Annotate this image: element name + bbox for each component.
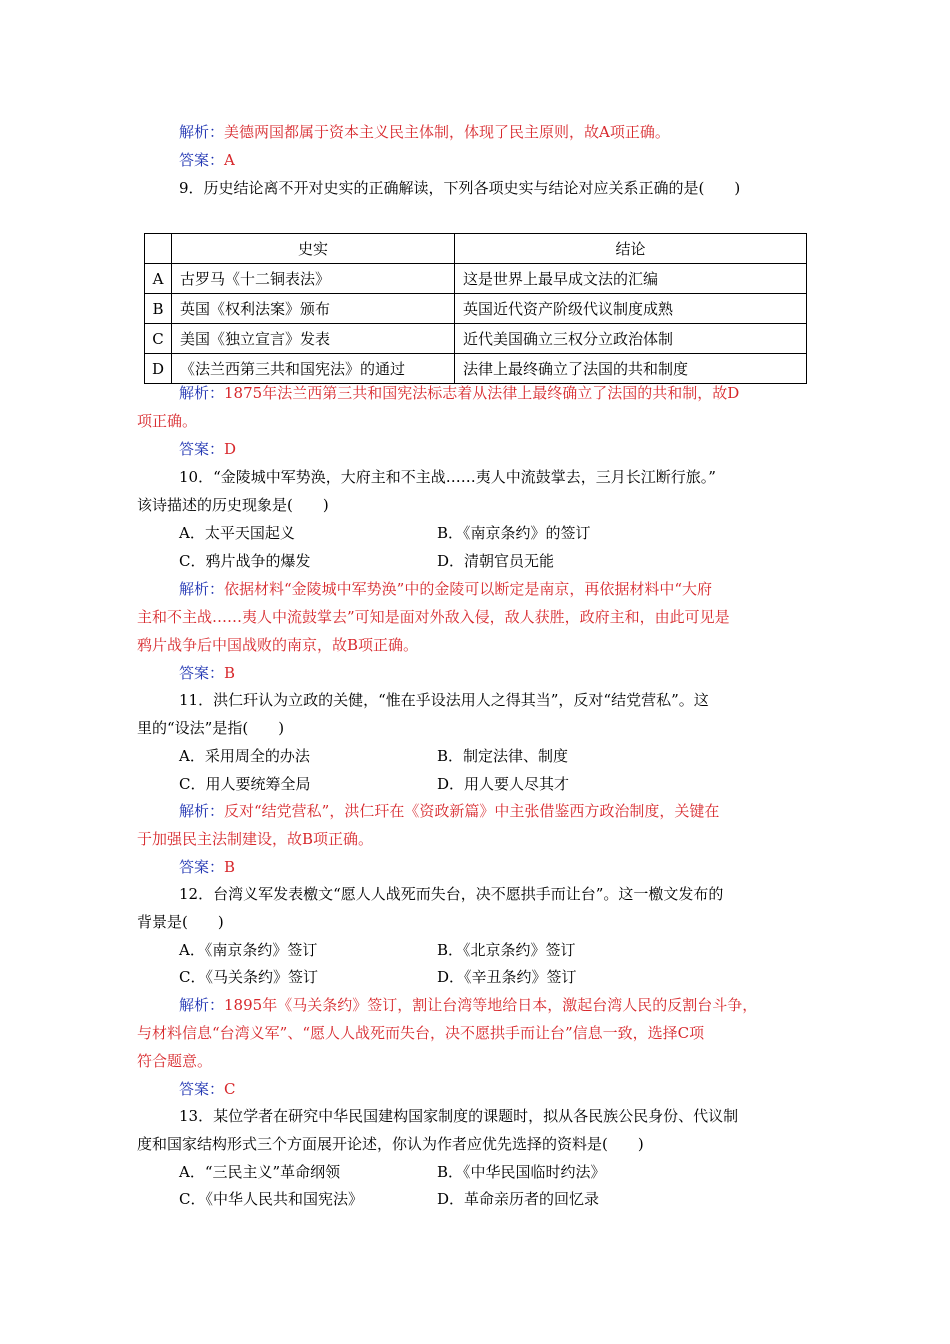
- answer-label: 答案：: [179, 151, 225, 169]
- question-stem: 12．台湾义军发表檄文“愿人人战死而失台，决不愿拱手而让台”。这一檄文发布的: [179, 885, 724, 903]
- table-header-cell: 史实: [172, 234, 455, 264]
- analysis-label: 解析：: [179, 123, 225, 141]
- answer-line: [179, 439, 817, 459]
- option-a: A．太平天国起义: [179, 524, 295, 542]
- answer-value: B: [224, 664, 236, 682]
- analysis-text: 与材料信息“台湾义军”、“愿人人战死而失台，决不愿拱手而让台”信息一致，选择C项: [137, 1024, 705, 1042]
- table-cell: 法律上最终确立了法国的共和制度: [455, 354, 807, 384]
- answer-value: D: [224, 440, 237, 458]
- table-row: [145, 354, 807, 384]
- analysis-text: 主和不主战……夷人中流鼓掌去”可知是面对外敌入侵，敌人获胜，政府主和，由此可见是: [137, 608, 730, 626]
- question-stem: 该诗描述的历史现象是( ): [137, 496, 329, 514]
- answer-line: [179, 663, 817, 683]
- analysis-text: 依据材料“金陵城中军势涣”中的金陵可以断定是南京，再依据材料中“大府: [224, 580, 713, 598]
- analysis-text: 1895年《马关条约》签订，割让台湾等地给日本，激起台湾人民的反割台斗争，: [224, 996, 758, 1014]
- option-a: A．采用周全的办法: [179, 747, 310, 765]
- table-cell: 近代美国确立三权分立政治体制: [455, 324, 807, 354]
- question-stem: 背景是( ): [137, 913, 224, 931]
- option-d: D．清朝官员无能: [437, 552, 555, 570]
- analysis-line: [179, 801, 817, 821]
- table-cell: A: [145, 264, 172, 294]
- table-cell: 美国《独立宣言》发表: [172, 324, 455, 354]
- table-cell: D: [145, 354, 172, 384]
- answer-label: 答案：: [179, 664, 225, 682]
- table-row: [145, 324, 807, 354]
- answer-line: [179, 1079, 817, 1099]
- question-stem: 10．“金陵城中军势涣，大府主和不主战……夷人中流鼓掌去，三月长江断行旅。”: [179, 468, 716, 486]
- question-stem: 13．某位学者在研究中华民国建构国家制度的课题时，拟从各民族公民身份、代议制: [179, 1107, 739, 1125]
- analysis-label: 解析：: [179, 996, 225, 1014]
- analysis-label: 解析：: [179, 802, 225, 820]
- option-c: C．《马关条约》签订: [179, 968, 318, 986]
- option-d: D．用人要人尽其才: [437, 775, 570, 793]
- option-c: C．鸦片战争的爆发: [179, 552, 311, 570]
- table-cell: 这是世界上最早成文法的汇编: [455, 264, 807, 294]
- answer-line: [179, 857, 817, 877]
- analysis-text: 1875年法兰西第三共和国宪法标志着从法律上最终确立了法国的共和制，故D: [224, 384, 740, 402]
- analysis-text: 符合题意。: [137, 1052, 213, 1070]
- option-c: C．《中华人民共和国宪法》: [179, 1190, 363, 1208]
- option-c: C．用人要统筹全局: [179, 775, 311, 793]
- question-stem: 11．洪仁玕认为立政的关健，“惟在乎设法用人之得其当”，反对“结党营私”。这: [179, 691, 709, 709]
- option-b: B．《北京条约》签订: [437, 941, 576, 959]
- analysis-text: 项正确。: [137, 412, 198, 430]
- table-header-cell: [145, 234, 172, 264]
- option-a: A．《南京条约》签订: [179, 941, 318, 959]
- option-b: B．《南京条约》的签订: [437, 524, 591, 542]
- analysis-text: 鸦片战争后中国战败的南京，故B项正确。: [137, 636, 419, 654]
- analysis-text: 于加强民主法制建设，故B项正确。: [137, 830, 374, 848]
- table-cell: B: [145, 294, 172, 324]
- question-stem: 里的“设法”是指( ): [137, 719, 285, 737]
- question-stem: 度和国家结构形式三个方面展开论述，你认为作者应优先选择的资料是( ): [137, 1135, 644, 1153]
- answer-line: [179, 150, 817, 170]
- option-b: B．《中华民国临时约法》: [437, 1163, 606, 1181]
- analysis-line: [179, 383, 817, 403]
- answer-value: B: [224, 858, 236, 876]
- analysis-text: 反对“结党营私”，洪仁玕在《资政新篇》中主张借鉴西方政治制度，关键在: [224, 802, 720, 820]
- option-b: B．制定法律、制度: [437, 747, 569, 765]
- table-cell: 古罗马《十二铜表法》: [172, 264, 455, 294]
- facts-table: [144, 233, 807, 384]
- option-d: D．革命亲历者的回忆录: [437, 1190, 600, 1208]
- analysis-label: 解析：: [179, 384, 225, 402]
- table-cell: 英国《权利法案》颁布: [172, 294, 455, 324]
- analysis-line: [179, 579, 817, 599]
- answer-label: 答案：: [179, 440, 225, 458]
- table-row: [145, 264, 807, 294]
- table-header-cell: 结论: [455, 234, 807, 264]
- analysis-line: [179, 995, 817, 1015]
- question-stem: 9．历史结论离不开对史实的正确解读，下列各项史实与结论对应关系正确的是( ): [179, 179, 741, 197]
- answer-value: C: [224, 1080, 236, 1098]
- table-header-row: [145, 234, 807, 264]
- analysis-text: 美德两国都属于资本主义民主体制，体现了民主原则，故A项正确。: [224, 123, 670, 141]
- table-row: [145, 294, 807, 324]
- analysis-line: [179, 122, 817, 142]
- analysis-label: 解析：: [179, 580, 225, 598]
- table-cell: 英国近代资产阶级代议制度成熟: [455, 294, 807, 324]
- option-a: A．“三民主义”革命纲领: [179, 1163, 341, 1181]
- answer-label: 答案：: [179, 858, 225, 876]
- answer-label: 答案：: [179, 1080, 225, 1098]
- table-cell: 《法兰西第三共和国宪法》的通过: [172, 354, 455, 384]
- table-cell: C: [145, 324, 172, 354]
- answer-value: A: [224, 151, 235, 169]
- option-d: D．《辛丑条约》签订: [437, 968, 577, 986]
